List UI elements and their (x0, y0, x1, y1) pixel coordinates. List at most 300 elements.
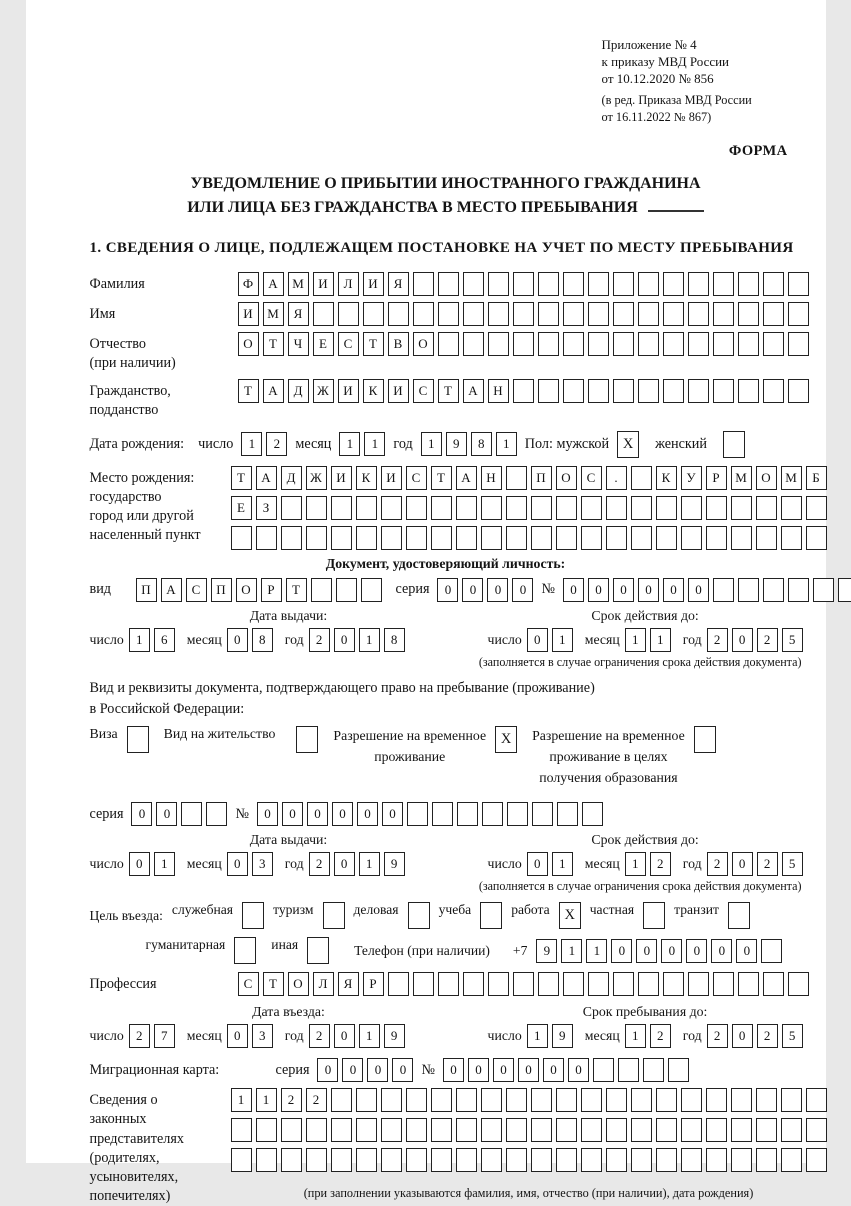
char-cell[interactable] (413, 972, 434, 996)
char-cell[interactable] (643, 1058, 664, 1082)
char-cell[interactable] (431, 526, 452, 550)
char-cell[interactable]: 0 (543, 1058, 564, 1082)
char-cell[interactable] (506, 1118, 527, 1142)
char-cell[interactable] (763, 332, 784, 356)
char-cell[interactable]: Д (288, 379, 309, 403)
char-cell[interactable] (513, 379, 534, 403)
char-cell[interactable]: Я (388, 272, 409, 296)
char-cell[interactable]: 0 (686, 939, 707, 963)
char-cell[interactable] (281, 526, 302, 550)
char-cell[interactable]: Л (313, 972, 334, 996)
char-cell[interactable] (311, 578, 332, 602)
char-cell[interactable] (788, 972, 809, 996)
char-cell[interactable]: 0 (487, 578, 508, 602)
char-cell[interactable] (681, 1088, 702, 1112)
char-cell[interactable] (731, 1088, 752, 1112)
char-cell[interactable] (406, 1148, 427, 1172)
char-cell[interactable]: 2 (757, 852, 778, 876)
char-cell[interactable]: Ж (313, 379, 334, 403)
char-cell[interactable]: 0 (437, 578, 458, 602)
char-cell[interactable]: 1 (561, 939, 582, 963)
char-cell[interactable]: А (161, 578, 182, 602)
char-cell[interactable]: 5 (782, 628, 803, 652)
char-cell[interactable] (481, 1088, 502, 1112)
char-cell[interactable]: 2 (309, 1024, 330, 1048)
char-cell[interactable] (656, 1118, 677, 1142)
char-cell[interactable] (281, 1118, 302, 1142)
char-cell[interactable] (507, 802, 528, 826)
char-cell[interactable] (756, 1118, 777, 1142)
char-cell[interactable] (506, 526, 527, 550)
char-cell[interactable] (688, 972, 709, 996)
char-cell[interactable]: 0 (317, 1058, 338, 1082)
char-cell[interactable] (606, 526, 627, 550)
char-cell[interactable]: 0 (493, 1058, 514, 1082)
char-cell[interactable]: О (288, 972, 309, 996)
char-cell[interactable]: 8 (252, 628, 273, 652)
char-cell[interactable]: 0 (711, 939, 732, 963)
char-cell[interactable] (481, 1118, 502, 1142)
char-cell[interactable]: Е (231, 496, 252, 520)
char-cell[interactable]: 0 (257, 802, 278, 826)
char-cell[interactable] (456, 1118, 477, 1142)
char-cell[interactable]: 5 (782, 1024, 803, 1048)
char-cell[interactable] (506, 1088, 527, 1112)
char-cell[interactable]: 2 (757, 628, 778, 652)
char-cell[interactable]: 2 (707, 1024, 728, 1048)
char-cell[interactable] (381, 496, 402, 520)
char-cell[interactable] (356, 1088, 377, 1112)
purpose-work-checkbox[interactable]: X (559, 902, 581, 929)
char-cell[interactable]: 1 (527, 1024, 548, 1048)
char-cell[interactable]: Т (238, 379, 259, 403)
char-cell[interactable] (356, 1118, 377, 1142)
char-cell[interactable]: 9 (552, 1024, 573, 1048)
char-cell[interactable] (481, 526, 502, 550)
char-cell[interactable] (413, 272, 434, 296)
char-cell[interactable]: 1 (552, 852, 573, 876)
char-cell[interactable] (663, 379, 684, 403)
char-cell[interactable]: Ф (238, 272, 259, 296)
char-cell[interactable] (731, 1148, 752, 1172)
char-cell[interactable] (663, 972, 684, 996)
char-cell[interactable]: С (238, 972, 259, 996)
char-cell[interactable]: Ч (288, 332, 309, 356)
char-cell[interactable]: Т (363, 332, 384, 356)
char-cell[interactable]: 0 (527, 628, 548, 652)
char-cell[interactable]: 3 (252, 852, 273, 876)
char-cell[interactable] (588, 302, 609, 326)
char-cell[interactable]: 0 (732, 852, 753, 876)
char-cell[interactable]: 2 (757, 1024, 778, 1048)
char-cell[interactable]: И (381, 466, 402, 490)
char-cell[interactable] (713, 302, 734, 326)
char-cell[interactable] (557, 802, 578, 826)
char-cell[interactable]: 1 (625, 852, 646, 876)
char-cell[interactable]: 2 (129, 1024, 150, 1048)
char-cell[interactable]: 2 (650, 852, 671, 876)
char-cell[interactable]: . (606, 466, 627, 490)
char-cell[interactable] (656, 496, 677, 520)
char-cell[interactable]: И (238, 302, 259, 326)
char-cell[interactable]: 2 (707, 628, 728, 652)
char-cell[interactable] (281, 496, 302, 520)
char-cell[interactable] (581, 1148, 602, 1172)
char-cell[interactable] (506, 466, 527, 490)
char-cell[interactable]: А (256, 466, 277, 490)
sex-female-checkbox[interactable] (723, 431, 745, 458)
char-cell[interactable] (331, 1118, 352, 1142)
char-cell[interactable] (538, 379, 559, 403)
char-cell[interactable] (613, 972, 634, 996)
purpose-transit-checkbox[interactable] (728, 902, 750, 929)
char-cell[interactable] (756, 1088, 777, 1112)
char-cell[interactable]: И (331, 466, 352, 490)
char-cell[interactable]: 1 (241, 432, 262, 456)
char-cell[interactable] (813, 578, 834, 602)
char-cell[interactable] (431, 1148, 452, 1172)
char-cell[interactable] (638, 332, 659, 356)
char-cell[interactable] (581, 1088, 602, 1112)
char-cell[interactable] (788, 272, 809, 296)
char-cell[interactable]: 0 (661, 939, 682, 963)
char-cell[interactable] (456, 1148, 477, 1172)
char-cell[interactable]: В (388, 332, 409, 356)
char-cell[interactable] (481, 1148, 502, 1172)
char-cell[interactable] (381, 1118, 402, 1142)
char-cell[interactable] (463, 972, 484, 996)
char-cell[interactable] (556, 1148, 577, 1172)
char-cell[interactable] (781, 1118, 802, 1142)
char-cell[interactable]: 8 (384, 628, 405, 652)
residence-permit-checkbox[interactable] (296, 726, 318, 753)
char-cell[interactable] (538, 332, 559, 356)
char-cell[interactable] (681, 496, 702, 520)
purpose-business-checkbox[interactable] (408, 902, 430, 929)
char-cell[interactable] (361, 578, 382, 602)
char-cell[interactable]: У (681, 466, 702, 490)
char-cell[interactable] (456, 496, 477, 520)
char-cell[interactable] (457, 802, 478, 826)
char-cell[interactable]: 2 (707, 852, 728, 876)
char-cell[interactable] (556, 526, 577, 550)
char-cell[interactable] (581, 496, 602, 520)
char-cell[interactable] (538, 302, 559, 326)
char-cell[interactable]: К (356, 466, 377, 490)
char-cell[interactable] (356, 496, 377, 520)
char-cell[interactable] (788, 302, 809, 326)
char-cell[interactable]: 0 (736, 939, 757, 963)
edu-permit-checkbox[interactable] (694, 726, 716, 753)
char-cell[interactable] (563, 332, 584, 356)
char-cell[interactable] (431, 496, 452, 520)
char-cell[interactable] (407, 802, 428, 826)
char-cell[interactable] (513, 272, 534, 296)
char-cell[interactable]: А (463, 379, 484, 403)
char-cell[interactable] (706, 1088, 727, 1112)
char-cell[interactable] (763, 302, 784, 326)
char-cell[interactable]: А (456, 466, 477, 490)
char-cell[interactable] (488, 332, 509, 356)
char-cell[interactable] (306, 526, 327, 550)
char-cell[interactable]: 1 (552, 628, 573, 652)
char-cell[interactable]: 3 (252, 1024, 273, 1048)
char-cell[interactable] (331, 526, 352, 550)
char-cell[interactable] (631, 1118, 652, 1142)
char-cell[interactable] (481, 496, 502, 520)
char-cell[interactable]: 1 (129, 628, 150, 652)
char-cell[interactable] (463, 272, 484, 296)
char-cell[interactable] (306, 1118, 327, 1142)
char-cell[interactable]: И (388, 379, 409, 403)
char-cell[interactable]: О (236, 578, 257, 602)
char-cell[interactable] (456, 1088, 477, 1112)
temp-permit-checkbox[interactable]: X (495, 726, 517, 753)
char-cell[interactable] (381, 526, 402, 550)
char-cell[interactable] (788, 578, 809, 602)
char-cell[interactable] (506, 496, 527, 520)
char-cell[interactable] (281, 1148, 302, 1172)
char-cell[interactable] (806, 526, 827, 550)
char-cell[interactable] (181, 802, 202, 826)
char-cell[interactable] (513, 332, 534, 356)
char-cell[interactable] (613, 332, 634, 356)
char-cell[interactable] (532, 802, 553, 826)
char-cell[interactable] (806, 1088, 827, 1112)
char-cell[interactable] (656, 1088, 677, 1112)
char-cell[interactable]: Н (481, 466, 502, 490)
char-cell[interactable] (806, 1148, 827, 1172)
char-cell[interactable] (556, 496, 577, 520)
char-cell[interactable]: 0 (334, 1024, 355, 1048)
char-cell[interactable] (406, 526, 427, 550)
char-cell[interactable]: З (256, 496, 277, 520)
char-cell[interactable] (706, 496, 727, 520)
char-cell[interactable] (388, 972, 409, 996)
char-cell[interactable]: 0 (638, 578, 659, 602)
char-cell[interactable] (231, 1118, 252, 1142)
char-cell[interactable]: 0 (342, 1058, 363, 1082)
char-cell[interactable]: 0 (129, 852, 150, 876)
char-cell[interactable] (631, 496, 652, 520)
char-cell[interactable]: 9 (536, 939, 557, 963)
char-cell[interactable]: 1 (231, 1088, 252, 1112)
char-cell[interactable] (593, 1058, 614, 1082)
char-cell[interactable]: 0 (613, 578, 634, 602)
char-cell[interactable] (538, 272, 559, 296)
char-cell[interactable]: 0 (611, 939, 632, 963)
char-cell[interactable] (706, 526, 727, 550)
char-cell[interactable] (488, 302, 509, 326)
char-cell[interactable] (763, 578, 784, 602)
char-cell[interactable] (206, 802, 227, 826)
char-cell[interactable] (781, 1088, 802, 1112)
char-cell[interactable] (731, 496, 752, 520)
char-cell[interactable] (538, 972, 559, 996)
char-cell[interactable]: 2 (309, 852, 330, 876)
purpose-study-checkbox[interactable] (480, 902, 502, 929)
char-cell[interactable]: 1 (359, 1024, 380, 1048)
char-cell[interactable] (413, 302, 434, 326)
char-cell[interactable] (606, 496, 627, 520)
char-cell[interactable]: С (186, 578, 207, 602)
char-cell[interactable]: Т (286, 578, 307, 602)
char-cell[interactable] (656, 1148, 677, 1172)
char-cell[interactable] (463, 302, 484, 326)
char-cell[interactable] (638, 272, 659, 296)
char-cell[interactable]: 9 (384, 1024, 405, 1048)
char-cell[interactable] (588, 272, 609, 296)
char-cell[interactable]: 0 (332, 802, 353, 826)
purpose-official-checkbox[interactable] (242, 902, 264, 929)
char-cell[interactable] (563, 272, 584, 296)
char-cell[interactable]: 1 (625, 1024, 646, 1048)
char-cell[interactable]: 0 (732, 1024, 753, 1048)
char-cell[interactable] (781, 526, 802, 550)
char-cell[interactable]: Ж (306, 466, 327, 490)
char-cell[interactable]: 0 (367, 1058, 388, 1082)
char-cell[interactable] (231, 526, 252, 550)
char-cell[interactable] (713, 272, 734, 296)
char-cell[interactable]: К (363, 379, 384, 403)
char-cell[interactable]: К (656, 466, 677, 490)
char-cell[interactable]: 0 (307, 802, 328, 826)
char-cell[interactable] (681, 1118, 702, 1142)
char-cell[interactable] (482, 802, 503, 826)
char-cell[interactable] (438, 272, 459, 296)
char-cell[interactable] (406, 496, 427, 520)
char-cell[interactable] (563, 972, 584, 996)
char-cell[interactable]: И (313, 272, 334, 296)
char-cell[interactable] (738, 578, 759, 602)
char-cell[interactable]: М (263, 302, 284, 326)
char-cell[interactable] (731, 526, 752, 550)
char-cell[interactable]: 0 (392, 1058, 413, 1082)
char-cell[interactable] (581, 1118, 602, 1142)
char-cell[interactable] (806, 1118, 827, 1142)
char-cell[interactable]: О (756, 466, 777, 490)
char-cell[interactable]: С (406, 466, 427, 490)
char-cell[interactable] (488, 272, 509, 296)
char-cell[interactable]: С (581, 466, 602, 490)
char-cell[interactable] (613, 379, 634, 403)
char-cell[interactable]: 0 (282, 802, 303, 826)
char-cell[interactable] (756, 496, 777, 520)
char-cell[interactable]: 0 (468, 1058, 489, 1082)
char-cell[interactable] (231, 1148, 252, 1172)
char-cell[interactable] (763, 379, 784, 403)
char-cell[interactable]: Т (263, 972, 284, 996)
char-cell[interactable]: 2 (650, 1024, 671, 1048)
char-cell[interactable]: 1 (364, 432, 385, 456)
char-cell[interactable] (381, 1088, 402, 1112)
char-cell[interactable]: Т (263, 332, 284, 356)
char-cell[interactable] (582, 802, 603, 826)
char-cell[interactable]: 0 (156, 802, 177, 826)
char-cell[interactable]: 1 (154, 852, 175, 876)
char-cell[interactable] (656, 526, 677, 550)
char-cell[interactable] (306, 1148, 327, 1172)
char-cell[interactable] (381, 1148, 402, 1172)
char-cell[interactable] (638, 302, 659, 326)
char-cell[interactable]: Н (488, 379, 509, 403)
char-cell[interactable]: 0 (227, 628, 248, 652)
char-cell[interactable] (606, 1148, 627, 1172)
char-cell[interactable] (256, 1118, 277, 1142)
char-cell[interactable] (663, 272, 684, 296)
char-cell[interactable] (456, 526, 477, 550)
char-cell[interactable]: 1 (421, 432, 442, 456)
purpose-humanitarian-checkbox[interactable] (234, 937, 256, 964)
char-cell[interactable] (606, 1118, 627, 1142)
char-cell[interactable] (706, 1118, 727, 1142)
char-cell[interactable]: Т (438, 379, 459, 403)
char-cell[interactable] (681, 1148, 702, 1172)
char-cell[interactable] (781, 1148, 802, 1172)
char-cell[interactable] (513, 302, 534, 326)
purpose-other-checkbox[interactable] (307, 937, 329, 964)
char-cell[interactable]: О (238, 332, 259, 356)
char-cell[interactable] (788, 379, 809, 403)
char-cell[interactable]: И (363, 272, 384, 296)
char-cell[interactable]: Л (338, 272, 359, 296)
char-cell[interactable]: 0 (512, 578, 533, 602)
char-cell[interactable]: Я (338, 972, 359, 996)
char-cell[interactable]: Р (706, 466, 727, 490)
char-cell[interactable] (513, 972, 534, 996)
char-cell[interactable]: 0 (563, 578, 584, 602)
char-cell[interactable]: 0 (227, 1024, 248, 1048)
char-cell[interactable] (563, 379, 584, 403)
char-cell[interactable] (588, 332, 609, 356)
char-cell[interactable] (256, 526, 277, 550)
purpose-tourism-checkbox[interactable] (323, 902, 345, 929)
char-cell[interactable]: П (136, 578, 157, 602)
char-cell[interactable]: А (263, 379, 284, 403)
char-cell[interactable]: 0 (527, 852, 548, 876)
char-cell[interactable] (688, 302, 709, 326)
char-cell[interactable] (738, 272, 759, 296)
char-cell[interactable]: 2 (309, 628, 330, 652)
char-cell[interactable] (531, 526, 552, 550)
char-cell[interactable] (313, 302, 334, 326)
char-cell[interactable] (613, 272, 634, 296)
char-cell[interactable] (713, 578, 734, 602)
char-cell[interactable]: М (781, 466, 802, 490)
char-cell[interactable] (606, 1088, 627, 1112)
char-cell[interactable] (738, 302, 759, 326)
char-cell[interactable] (336, 578, 357, 602)
char-cell[interactable] (681, 526, 702, 550)
char-cell[interactable] (638, 972, 659, 996)
char-cell[interactable] (731, 1118, 752, 1142)
char-cell[interactable] (556, 1118, 577, 1142)
char-cell[interactable] (713, 379, 734, 403)
char-cell[interactable]: 2 (281, 1088, 302, 1112)
char-cell[interactable]: 5 (782, 852, 803, 876)
char-cell[interactable] (618, 1058, 639, 1082)
char-cell[interactable]: 0 (227, 852, 248, 876)
char-cell[interactable]: Б (806, 466, 827, 490)
char-cell[interactable]: 1 (496, 432, 517, 456)
char-cell[interactable]: 0 (443, 1058, 464, 1082)
char-cell[interactable]: И (338, 379, 359, 403)
char-cell[interactable]: С (338, 332, 359, 356)
char-cell[interactable] (331, 1088, 352, 1112)
char-cell[interactable]: С (413, 379, 434, 403)
char-cell[interactable]: 1 (586, 939, 607, 963)
char-cell[interactable] (581, 526, 602, 550)
